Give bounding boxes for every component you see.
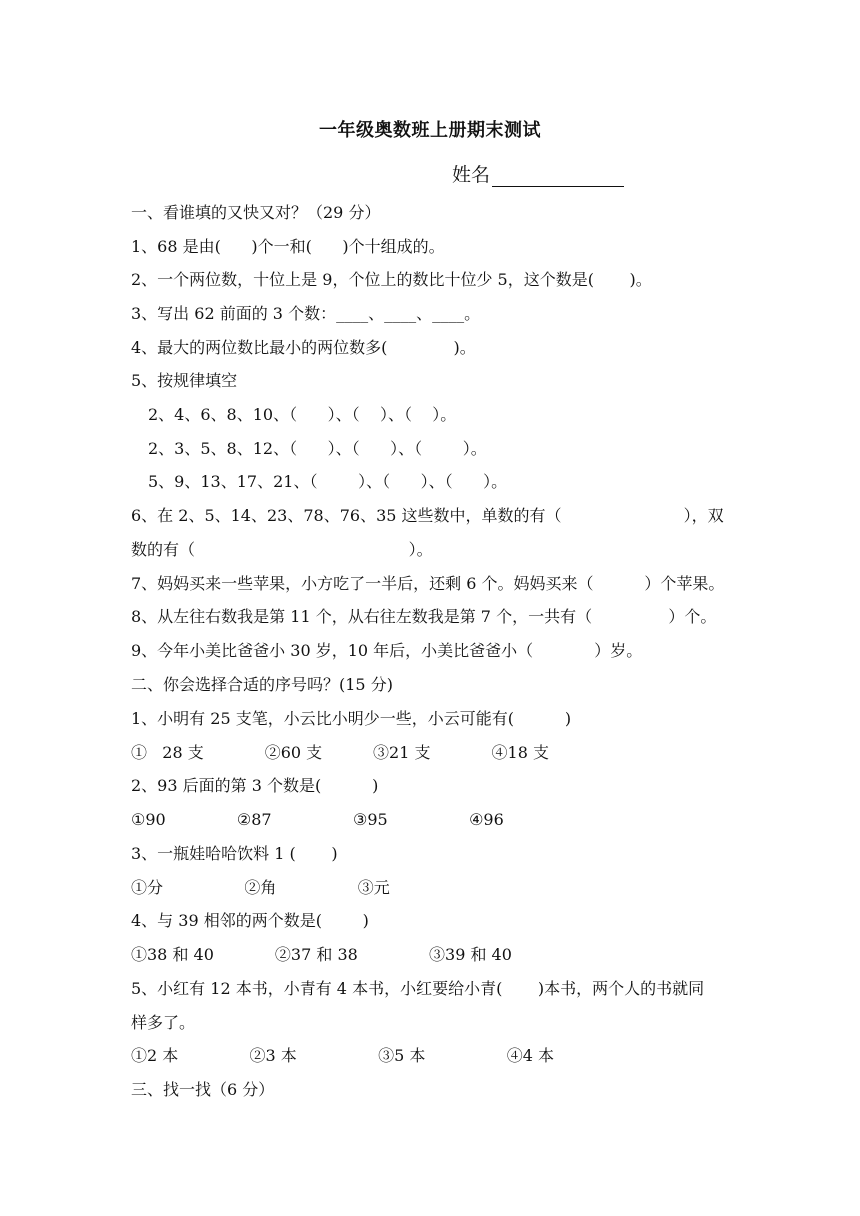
question-1-3: 3、写出 62 前面的 3 个数：____、____、____。 [131, 304, 481, 323]
name-label: 姓名 [452, 164, 491, 186]
sequence-b: 2、3、5、8、12、（ ）、（ ）、（ ）。 [148, 439, 487, 458]
sequence-c: 5、9、13、17、21、（ ）、（ ）、（ ）。 [148, 472, 508, 491]
options-2-3: ①分 ②角 ③元 [131, 878, 390, 897]
question-1-7: 7、妈妈买来一些苹果，小方吃了一半后，还剩 6 个。妈妈买来（ ）个苹果。 [131, 574, 725, 593]
question-2-1: 1、小明有 25 支笔，小云比小明少一些，小云可能有( ) [131, 709, 572, 728]
question-2-5-cont: 样多了。 [131, 1013, 196, 1032]
options-2-4: ①38 和 40 ②37 和 38 ③39 和 40 [131, 945, 512, 964]
question-1-9: 9、今年小美比爸爸小 30 岁，10 年后，小美比爸爸小（ ）岁。 [131, 641, 643, 660]
section-1-heading: 一、看谁填的又快又对？（29 分） [131, 203, 381, 222]
question-1-4: 4、最大的两位数比最小的两位数多( )。 [131, 338, 476, 357]
question-1-1: 1、68 是由( )个一和( )个十组成的。 [131, 237, 445, 256]
section-3-heading: 三、找一找（6 分） [131, 1080, 275, 1099]
question-1-8: 8、从左往右数我是第 11 个，从右往左数我是第 7 个，一共有（ ）个。 [131, 607, 717, 626]
section-2-heading: 二、你会选择合适的序号吗？(15 分) [131, 675, 393, 694]
options-2-2: ①90 ②87 ③95 ④96 [131, 810, 504, 829]
page-title: 一年级奥数班上册期末测试 [319, 120, 541, 141]
name-blank[interactable] [492, 166, 624, 187]
question-2-3: 3、一瓶娃哈哈饮料 1 ( ) [131, 844, 338, 863]
question-1-5: 5、按规律填空 [131, 371, 238, 390]
question-1-6: 6、在 2、5、14、23、78、76、35 这些数中，单数的有（ ），双 [131, 506, 724, 525]
question-2-2: 2、93 后面的第 3 个数是( ) [131, 776, 379, 795]
name-field [452, 160, 624, 187]
question-2-5: 5、小红有 12 本书，小青有 4 本书，小红要给小青( )本书，两个人的书就同 [131, 979, 705, 998]
options-2-1: ① 28 支 ②60 支 ③21 支 ④18 支 [131, 743, 549, 762]
question-2-4: 4、与 39 相邻的两个数是( ) [131, 911, 369, 930]
sequence-a: 2、4、6、8、10、（ ）、（ ）、（ ）。 [148, 405, 457, 424]
question-1-2: 2、一个两位数，十位上是 9，个位上的数比十位少 5，这个数是( )。 [131, 270, 652, 289]
options-2-5: ①2 本 ②3 本 ③5 本 ④4 本 [131, 1046, 555, 1065]
question-1-6-cont: 数的有（ ）。 [131, 540, 433, 559]
